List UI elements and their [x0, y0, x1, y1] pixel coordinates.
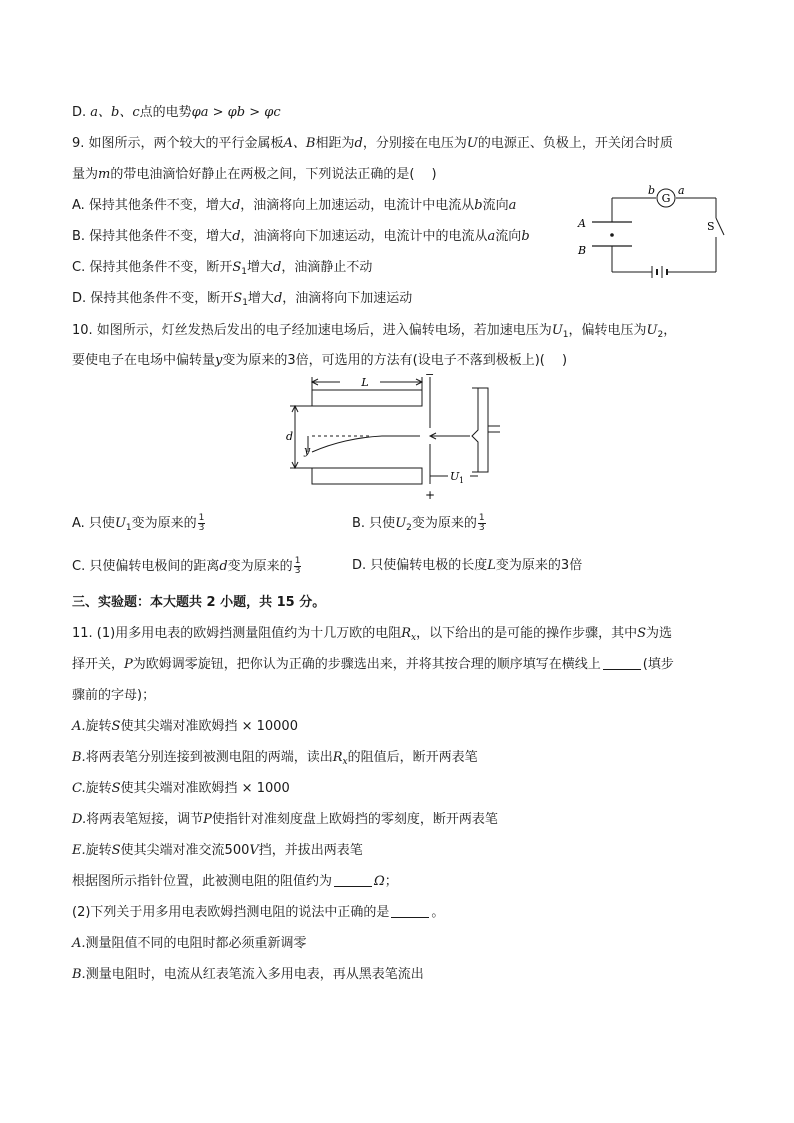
fraction-numerator: 1 [294, 556, 301, 566]
q9-optb-text: ，油滴将向下加速运动，电流计中的电流从 [240, 229, 488, 244]
step-letter: B. [72, 967, 86, 982]
q11-text: (填步 [642, 657, 674, 672]
switch-icon [716, 218, 724, 235]
answer-blank[interactable] [603, 657, 641, 670]
q9-opta-var: a [508, 198, 517, 213]
q10-text: 要使电子在电场中偏转量 [72, 353, 216, 368]
electron-trajectory [312, 436, 382, 452]
q9-optc-text: C. 保持其他条件不变，断开 [72, 260, 233, 275]
q11-line2 [72, 656, 674, 674]
q9-opta-text: A. 保持其他条件不变，增大 [72, 198, 232, 213]
step-text: 旋转 [85, 781, 112, 796]
q11-step-a [72, 718, 298, 736]
q9-text: 的电源正、负极上，开关闭合时质 [477, 136, 673, 151]
fraction-denominator: 3 [294, 566, 301, 576]
q9-optc-text: ，油滴静止不动 [281, 260, 373, 275]
fraction [198, 514, 206, 533]
section-3-title: 三、实验题：本大题共 2 小题，共 15 分。 [72, 595, 326, 610]
step-text: 的阻值后，断开两表笔 [347, 750, 478, 765]
step-text: 挡，并拔出两表笔 [258, 843, 363, 858]
step-text: 使指针对准刻度盘上欧姆挡的零刻度，断开两表笔 [211, 812, 498, 827]
q8-optd-text: 点的电势 [139, 105, 192, 120]
q11-text: ，以下给出的是可能的操作步骤，其中 [416, 626, 638, 641]
q10-optd-text: D. 只使偏转电极的长度 [352, 558, 488, 573]
q8-optd-prefix: D. [72, 105, 91, 120]
q9-option-c [72, 259, 372, 281]
q9-stem-line2 [72, 166, 437, 184]
q10-opta-text: 变为原来的 [131, 516, 197, 531]
filament-source [478, 388, 488, 472]
q9-optd-text: ，油滴将向下加速运动 [282, 291, 413, 306]
q11-text: ； [384, 874, 398, 889]
oil-drop [610, 233, 614, 237]
q10-sub: 1 [562, 330, 569, 340]
step-var: S [111, 781, 121, 796]
q9-optc-text: 增大 [246, 260, 273, 275]
q11-line1 [72, 625, 672, 647]
q11-part2-option-a [72, 935, 307, 953]
q8-optd-formula: φa > φb > φc [191, 105, 281, 120]
q11-text: 为欧姆调零旋钮，把你认为正确的步骤选出来，并将其按合理的顺序填写在横线上 [132, 657, 601, 672]
fraction-denominator: 3 [478, 523, 485, 533]
filament-plate [472, 388, 478, 472]
step-text: 将两表笔分别连接到被测电阻的两端，读出 [85, 750, 333, 765]
label-minus: − [425, 372, 435, 381]
label-plus: + [425, 488, 436, 502]
q11-step-c [72, 780, 290, 798]
q10-stem-line2 [72, 352, 567, 370]
step-var: R [332, 750, 343, 765]
step-text: 将两表笔短接，调节 [86, 812, 204, 827]
q9-option-d [72, 290, 412, 312]
q10-text: ， [663, 323, 677, 338]
q9-opta-text: ，油滴将向上加速运动，电流计中电流从 [240, 198, 475, 213]
q11-text: 。 [431, 905, 445, 920]
step-letter: A. [72, 936, 86, 951]
q10-var: U [646, 323, 658, 338]
fraction-denominator: 3 [198, 523, 205, 533]
label-l: L [361, 376, 369, 389]
label-s: S [707, 220, 715, 233]
q10-opta-var: U [114, 516, 126, 531]
q9-text: 的带电油滴恰好静止在两极之间，下列说法正确的是( ) [110, 167, 437, 182]
step-letter: C. [72, 781, 86, 796]
q9-text: 相距为 [315, 136, 355, 151]
step-letter: A. [72, 719, 86, 734]
fraction-numerator: 1 [478, 513, 485, 523]
galvanometer-label: G [661, 192, 671, 205]
q9-text: 9. 如图所示，两个较大的平行金属板 [72, 136, 284, 151]
step-text: 使其尖端对准欧姆挡 × 1000 [120, 781, 290, 796]
q10-optb-text: B. 只使 [352, 516, 396, 531]
step-text: 旋转 [85, 719, 112, 734]
q9-text: 量为 [72, 167, 99, 182]
step-letter: B. [72, 750, 86, 765]
q11-text: (2)下列关于用多用电表欧姆挡测电阻的说法中正确的是 [72, 905, 390, 920]
q11-sub: x [411, 633, 417, 643]
q9-optb-var: a [487, 229, 496, 244]
q10-option-a [72, 514, 205, 537]
q11-var: R [401, 626, 412, 641]
q11-var: S [637, 626, 647, 641]
q10-option-d [352, 557, 582, 575]
q10-stem-line1 [72, 322, 676, 344]
q11-line3: 骤前的字母)； [72, 688, 156, 703]
step-letter: E. [72, 843, 86, 858]
q9-opta-var: d [231, 198, 241, 213]
step-letter: D. [72, 812, 87, 827]
q9-optc-var: d [273, 260, 282, 275]
label-b: b [648, 184, 656, 197]
q11-part2 [72, 904, 444, 922]
q10-optb-sub: 2 [406, 523, 412, 533]
label-y: y [304, 444, 311, 457]
q11-step-d [72, 811, 498, 829]
answer-blank[interactable] [334, 874, 372, 887]
q10-text: 10. 如图所示，灯丝发热后发出的电子经加速电场后，进入偏转电场，若加速电压为 [72, 323, 552, 338]
q9-optd-var: d [273, 291, 283, 306]
q10-optc-var: d [219, 559, 228, 574]
q11-text: 为选 [646, 626, 673, 641]
q9-var: A、B [283, 136, 316, 151]
q9-optd-sub: 1 [242, 298, 248, 308]
q10-opta-sub: 1 [125, 523, 132, 533]
upper-plate [312, 390, 422, 406]
step-sub: x [342, 757, 348, 767]
q9-optd-text: D. 保持其他条件不变，断开 [72, 291, 234, 306]
q10-optb-text: 变为原来的 [411, 516, 477, 531]
q10-option-c [72, 557, 301, 576]
q9-optb-text: 流向 [495, 229, 522, 244]
answer-blank[interactable] [391, 905, 429, 918]
label-plate-b: B [578, 244, 587, 257]
q11-step-b [72, 749, 478, 771]
q11-step-e [72, 842, 363, 860]
q11-part2-option-b [72, 966, 424, 984]
fraction [294, 557, 302, 576]
q8-optd-vars: a、b、c [90, 105, 140, 120]
step-text: 旋转 [85, 843, 112, 858]
q9-optd-var: S [233, 291, 243, 306]
q10-opta-text: A. 只使 [72, 516, 115, 531]
fraction-numerator: 1 [198, 513, 205, 523]
label-d: d [286, 430, 294, 443]
step-text: 测量电阻时，电流从红表笔流入多用电表，再从黑表笔流出 [85, 967, 424, 982]
q9-optc-sub: 1 [241, 267, 247, 277]
q10-optb-var: U [395, 516, 407, 531]
q9-optb-var: d [232, 229, 241, 244]
q9-option-b [72, 228, 530, 246]
q10-optd-var: L [487, 558, 496, 573]
step-var: V [249, 843, 259, 858]
q9-var: d [354, 136, 363, 151]
q10-optd-text: 变为原来的3倍 [495, 558, 583, 573]
q9-circuit-diagram [572, 180, 732, 280]
fraction [478, 514, 486, 533]
q9-optb-text: B. 保持其他条件不变，增大 [72, 229, 233, 244]
q9-stem-line1 [72, 135, 673, 153]
q9-optd-text: 增大 [247, 291, 274, 306]
label-plate-a: A [578, 217, 586, 230]
step-text: 测量阻值不同的电阻时都必须重新调零 [85, 936, 307, 951]
q10-optc-text: 变为原来的 [227, 559, 293, 574]
q10-optc-text: C. 只使偏转电极间的距离 [72, 559, 220, 574]
q11-reading [72, 873, 398, 891]
q10-text: 变为原来的3倍，可选用的方法有(设电子不落到极板上)( ) [222, 353, 568, 368]
step-var: S [111, 843, 121, 858]
step-var: S [111, 719, 121, 734]
q8-option-d [72, 104, 281, 122]
q10-sub: 2 [657, 330, 664, 340]
q9-opta-text: 流向 [482, 198, 509, 213]
step-text: 使其尖端对准欧姆挡 × 10000 [120, 719, 298, 734]
q9-var: m [98, 167, 111, 182]
step-text: 使其尖端对准交流500 [120, 843, 250, 858]
q11-text: 择开关， [72, 657, 125, 672]
unit-ohm: Ω [374, 874, 385, 889]
q9-text: ，分别接在电压为 [362, 136, 467, 151]
q9-option-a [72, 197, 516, 215]
label-u1: U [450, 470, 460, 483]
q9-var: U [466, 136, 478, 151]
label-a: a [678, 184, 685, 197]
q10-deflection-diagram [282, 372, 514, 504]
q10-var: y [215, 353, 223, 368]
q9-opta-var: b [474, 198, 483, 213]
q10-option-b [352, 514, 486, 537]
q9-optb-var: b [521, 229, 530, 244]
q11-text: 根据图所示指针位置，此被测电阻的阻值约为 [72, 874, 333, 889]
q10-text: ，偏转电压为 [568, 323, 647, 338]
q11-var: P [124, 657, 133, 672]
q10-var: U [551, 323, 563, 338]
step-var: P [203, 812, 212, 827]
label-u1-sub: 1 [459, 476, 465, 485]
q11-text: 11. (1)用多用电表的欧姆挡测量阻值约为十几万欧的电阻 [72, 626, 402, 641]
lower-plate [312, 468, 422, 484]
q9-optc-var: S [232, 260, 242, 275]
